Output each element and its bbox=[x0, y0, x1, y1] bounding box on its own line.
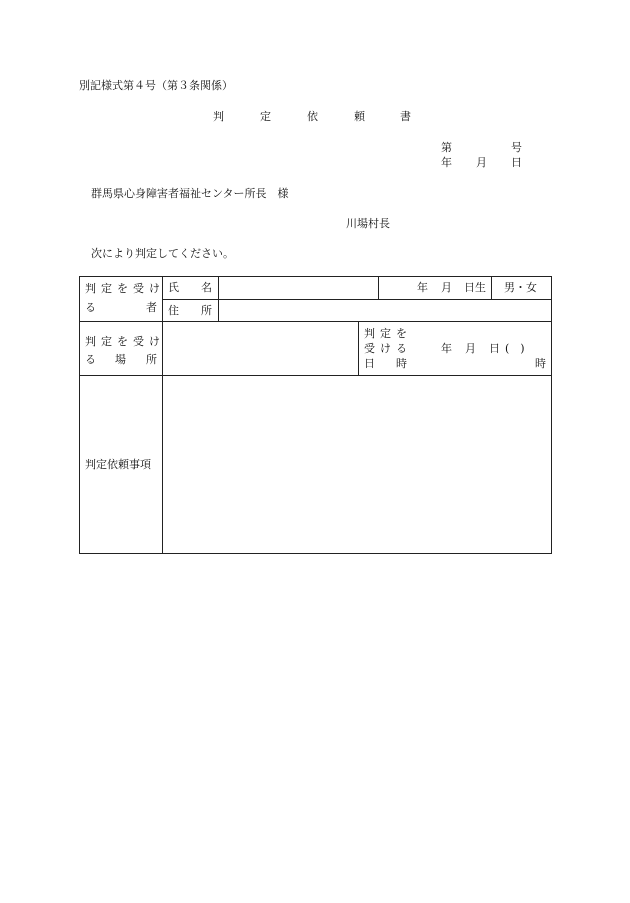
subject-label-ru: る bbox=[85, 301, 96, 314]
title-char: 頼 bbox=[354, 110, 365, 123]
name-address-label-divider bbox=[218, 276, 219, 322]
addressee: 群馬県心身障害者福祉センター所長 様 bbox=[91, 187, 289, 200]
table-border-left bbox=[79, 276, 80, 554]
birth-gender-divider bbox=[491, 276, 492, 300]
doc-number-dai: 第 bbox=[441, 141, 452, 154]
request-items-label: 判定依頼事項 bbox=[85, 458, 151, 471]
place-label-ru: る bbox=[85, 353, 96, 366]
name-birth-divider bbox=[378, 276, 379, 300]
place-datetime-divider bbox=[358, 321, 359, 376]
place-label-ba: 場 bbox=[115, 353, 126, 366]
datetime-day: 日 bbox=[489, 342, 500, 355]
datetime-weekday: ( ) bbox=[505, 342, 525, 355]
row-divider-place-request bbox=[79, 375, 552, 376]
birth-month: 月 bbox=[441, 281, 452, 294]
table-border-bottom bbox=[79, 553, 552, 554]
sender: 川場村長 bbox=[346, 217, 390, 230]
place-label-line1: 判定を受け bbox=[85, 335, 165, 348]
title-char: 書 bbox=[400, 110, 411, 123]
date-day: 日 bbox=[511, 156, 522, 169]
subject-label-line1: 判定を受け bbox=[85, 282, 165, 295]
row-divider-name-address bbox=[162, 299, 552, 300]
datetime-hour: 時 bbox=[535, 357, 546, 370]
datetime-label-nichi: 日 bbox=[364, 357, 375, 370]
date-month: 月 bbox=[476, 156, 487, 169]
table-border-top bbox=[79, 276, 552, 277]
title-char: 判 bbox=[213, 110, 224, 123]
subject-label-sha: 者 bbox=[146, 301, 157, 314]
datetime-label-ji: 時 bbox=[396, 357, 407, 370]
address-label-jyu: 住 bbox=[168, 304, 179, 317]
intro-text: 次により判定してください。 bbox=[91, 247, 234, 260]
birth-day: 日生 bbox=[464, 281, 486, 294]
gender-options: 男・女 bbox=[504, 281, 537, 294]
title-char: 依 bbox=[307, 110, 318, 123]
place-label-sho: 所 bbox=[146, 353, 157, 366]
datetime-label-line2: 受ける bbox=[364, 342, 412, 355]
row-divider-subject-place bbox=[79, 321, 552, 322]
datetime-year: 年 bbox=[441, 342, 452, 355]
title-char: 定 bbox=[260, 110, 271, 123]
datetime-month: 月 bbox=[465, 342, 476, 355]
table-label-divider bbox=[162, 276, 163, 554]
address-label-sho: 所 bbox=[201, 304, 212, 317]
form-number: 別記様式第４号（第３条関係） bbox=[79, 79, 233, 92]
birth-year: 年 bbox=[417, 281, 428, 294]
doc-number-go: 号 bbox=[511, 141, 522, 154]
table-border-right bbox=[551, 276, 552, 554]
datetime-label-line1: 判定を bbox=[364, 327, 412, 340]
name-label-shi: 氏 bbox=[168, 281, 179, 294]
name-label-mei: 名 bbox=[201, 281, 212, 294]
date-year: 年 bbox=[441, 156, 452, 169]
